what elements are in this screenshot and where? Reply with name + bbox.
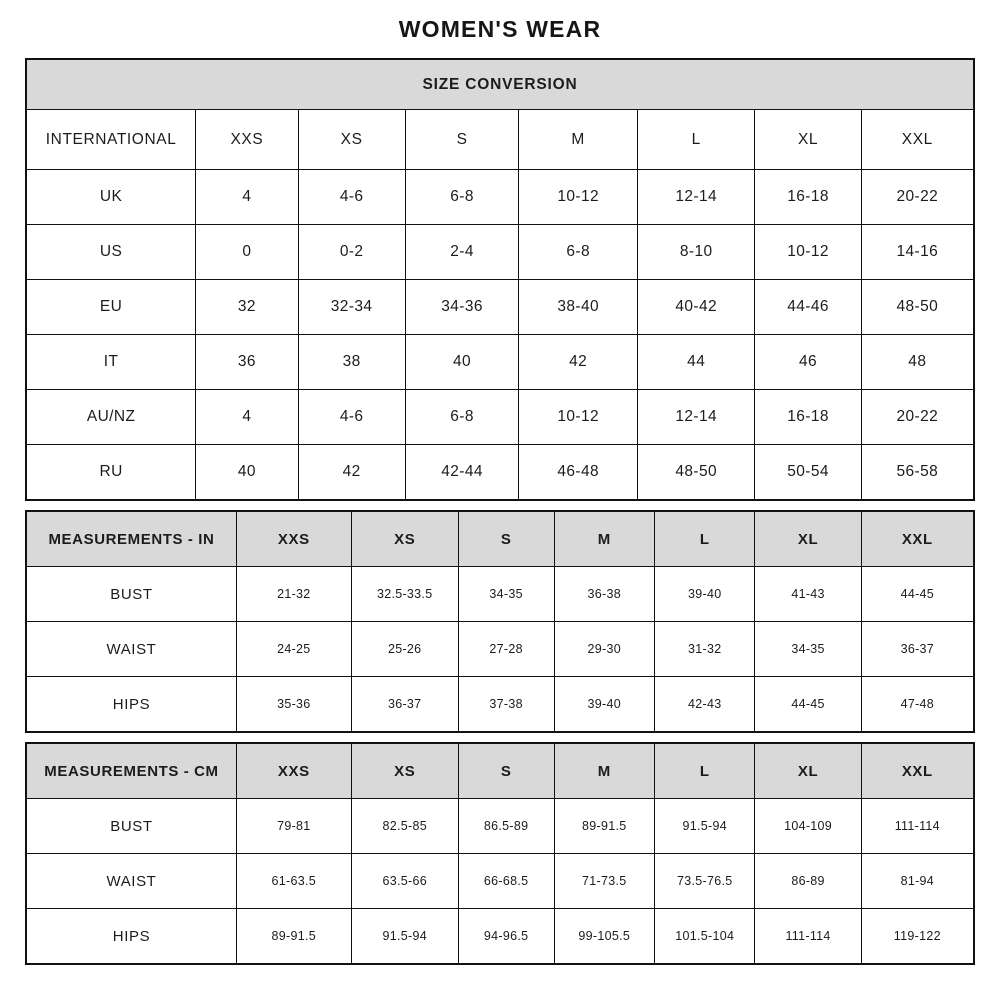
value-cell: 37-38 [458,677,554,733]
size-conversion-table [25,58,975,501]
value-cell: 82.5-85 [351,799,458,854]
value-cell: 20-22 [861,390,974,445]
value-cell: 39-40 [554,677,654,733]
row-label-cell: AU/NZ [26,390,196,445]
value-cell: 32 [196,280,298,335]
row-label-cell: HIPS [26,909,236,965]
column-header-size: S [458,511,554,567]
value-cell: 12-14 [637,390,755,445]
column-header-label: MEASUREMENTS - CM [26,743,236,799]
table-row [26,622,974,677]
value-cell: 8-10 [637,225,755,280]
measurements-cm-table [25,742,975,965]
column-header-size: XL [755,511,861,567]
value-cell: 71-73.5 [554,854,654,909]
value-cell: 34-35 [458,567,554,622]
column-header-size: XS [351,511,458,567]
size-conversion-grid [25,58,975,501]
row-label-cell: RU [26,445,196,501]
value-cell: 32.5-33.5 [351,567,458,622]
measurements-in-grid [25,510,975,733]
value-cell: 42-43 [654,677,754,733]
value-cell: 89-91.5 [554,799,654,854]
value-cell: 27-28 [458,622,554,677]
value-cell: 6-8 [519,225,638,280]
column-header-size: XS [351,743,458,799]
value-cell: 104-109 [755,799,861,854]
row-label-cell: HIPS [26,677,236,733]
value-cell: 42-44 [405,445,519,501]
value-cell: 44-45 [861,567,974,622]
column-header-row [26,511,974,567]
value-cell: 47-48 [861,677,974,733]
value-cell: 38-40 [519,280,638,335]
table-row [26,225,974,280]
row-label-cell: UK [26,170,196,225]
value-cell: 6-8 [405,170,519,225]
value-cell: 0 [196,225,298,280]
value-cell: 24-25 [236,622,351,677]
value-cell: 101.5-104 [654,909,754,965]
column-header-size: M [554,511,654,567]
value-cell: 86.5-89 [458,799,554,854]
value-cell: 6-8 [405,390,519,445]
value-cell: 48-50 [637,445,755,501]
value-cell: 50-54 [755,445,861,501]
value-cell: 20-22 [861,170,974,225]
column-header-label: MEASUREMENTS - IN [26,511,236,567]
column-header-size: XXS [236,511,351,567]
size-chart-page [25,0,975,965]
table-row [26,170,974,225]
row-label-cell: IT [26,335,196,390]
value-cell: 111-114 [755,909,861,965]
table-row [26,335,974,390]
value-cell: 4 [196,390,298,445]
table-row [26,799,974,854]
table-banner-row [26,59,974,110]
table-row [26,390,974,445]
value-cell: 79-81 [236,799,351,854]
column-header-size: M [554,743,654,799]
column-header-size: L [637,110,755,170]
value-cell: 36 [196,335,298,390]
value-cell: 16-18 [755,390,861,445]
value-cell: 81-94 [861,854,974,909]
value-cell: 29-30 [554,622,654,677]
value-cell: 46-48 [519,445,638,501]
value-cell: 56-58 [861,445,974,501]
value-cell: 4-6 [298,390,405,445]
value-cell: 44-45 [755,677,861,733]
measurements-in-table [25,510,975,733]
value-cell: 41-43 [755,567,861,622]
value-cell: 10-12 [519,170,638,225]
value-cell: 25-26 [351,622,458,677]
value-cell: 2-4 [405,225,519,280]
value-cell: 99-105.5 [554,909,654,965]
row-label-cell: WAIST [26,622,236,677]
table-banner: SIZE CONVERSION [26,59,974,110]
value-cell: 73.5-76.5 [654,854,754,909]
value-cell: 111-114 [861,799,974,854]
table-row [26,445,974,501]
column-header-size: S [405,110,519,170]
value-cell: 63.5-66 [351,854,458,909]
column-header-size: XXL [861,743,974,799]
value-cell: 48 [861,335,974,390]
row-label-cell: WAIST [26,854,236,909]
column-header-row [26,110,974,170]
value-cell: 94-96.5 [458,909,554,965]
value-cell: 42 [519,335,638,390]
value-cell: 89-91.5 [236,909,351,965]
value-cell: 91.5-94 [654,799,754,854]
value-cell: 4-6 [298,170,405,225]
value-cell: 36-37 [351,677,458,733]
table-row [26,567,974,622]
value-cell: 40 [405,335,519,390]
row-label-cell: EU [26,280,196,335]
row-label-cell: BUST [26,567,236,622]
value-cell: 34-36 [405,280,519,335]
column-header-size: XXL [861,110,974,170]
value-cell: 21-32 [236,567,351,622]
value-cell: 31-32 [654,622,754,677]
value-cell: 91.5-94 [351,909,458,965]
value-cell: 48-50 [861,280,974,335]
value-cell: 39-40 [654,567,754,622]
column-header-size: M [519,110,638,170]
value-cell: 36-37 [861,622,974,677]
value-cell: 119-122 [861,909,974,965]
value-cell: 66-68.5 [458,854,554,909]
value-cell: 32-34 [298,280,405,335]
value-cell: 38 [298,335,405,390]
value-cell: 10-12 [755,225,861,280]
row-label-cell: US [26,225,196,280]
table-row [26,854,974,909]
value-cell: 44-46 [755,280,861,335]
value-cell: 14-16 [861,225,974,280]
value-cell: 44 [637,335,755,390]
measurements-cm-grid [25,742,975,965]
value-cell: 16-18 [755,170,861,225]
column-header-row [26,743,974,799]
row-label-cell: BUST [26,799,236,854]
value-cell: 0-2 [298,225,405,280]
column-header-size: XS [298,110,405,170]
value-cell: 40 [196,445,298,501]
column-header-label: INTERNATIONAL [26,110,196,170]
value-cell: 12-14 [637,170,755,225]
value-cell: 36-38 [554,567,654,622]
value-cell: 86-89 [755,854,861,909]
value-cell: 10-12 [519,390,638,445]
column-header-size: L [654,743,754,799]
value-cell: 35-36 [236,677,351,733]
column-header-size: XXS [236,743,351,799]
value-cell: 61-63.5 [236,854,351,909]
column-header-size: XXS [196,110,298,170]
table-row [26,280,974,335]
column-header-size: XXL [861,511,974,567]
column-header-size: XL [755,743,861,799]
value-cell: 34-35 [755,622,861,677]
value-cell: 4 [196,170,298,225]
column-header-size: XL [755,110,861,170]
table-row [26,677,974,733]
column-header-size: L [654,511,754,567]
value-cell: 42 [298,445,405,501]
column-header-size: S [458,743,554,799]
value-cell: 46 [755,335,861,390]
table-row [26,909,974,965]
value-cell: 40-42 [637,280,755,335]
page-title: WOMEN'S WEAR [398,16,602,42]
